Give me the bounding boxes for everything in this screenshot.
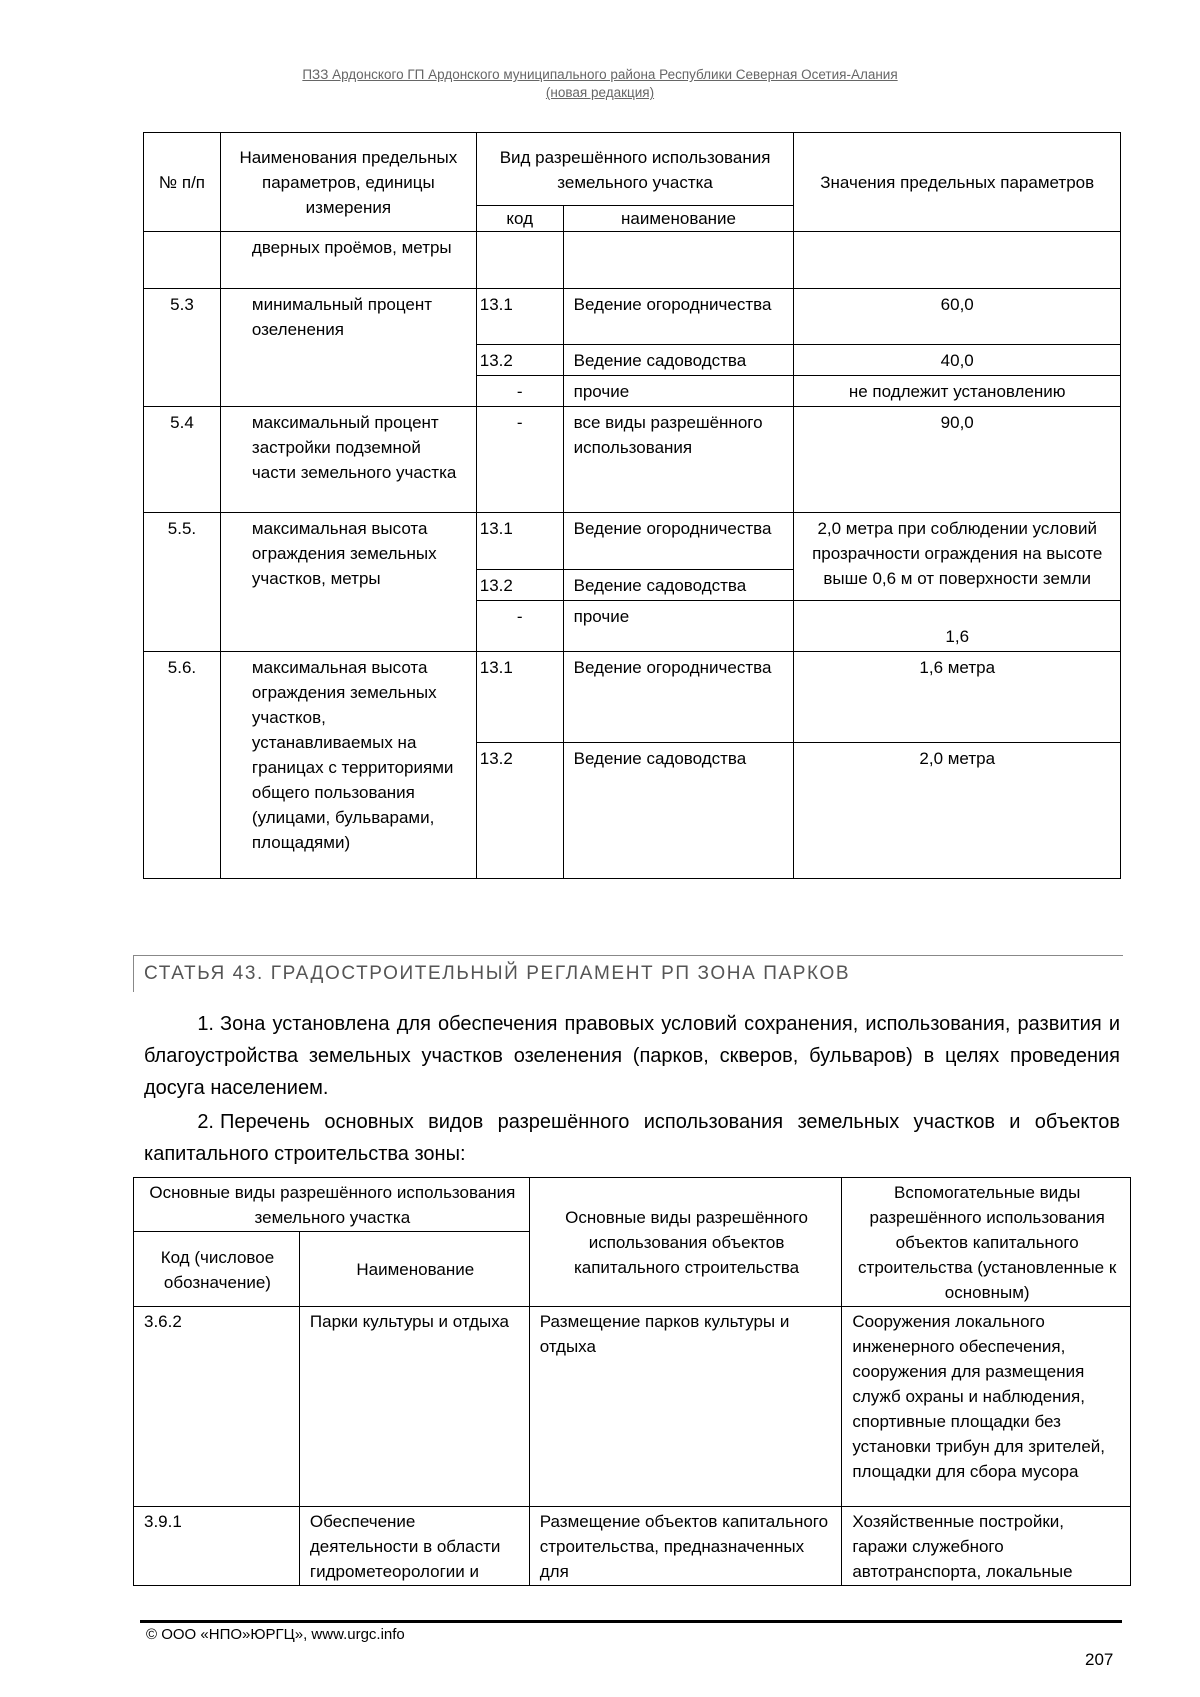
article-title: СТАТЬЯ 43. ГРАДОСТРОИТЕЛЬНЫЙ РЕГЛАМЕНТ РП ЗОНА ПАРКОВ [144,963,851,984]
row-value: 1,6 [794,601,1121,652]
limit-parameters-table [143,132,1121,879]
row-name: Обеспечение деятельности в области гидрометеорологии и [299,1507,529,1586]
header-value: Значения предельных параметров [794,133,1121,232]
table-row [144,407,1121,513]
row-kod: 13.1 [476,652,563,743]
row-kod: 13.2 [476,345,563,376]
row-param: минимальный процент озеленения [220,289,476,407]
row-num: 5.4 [144,407,221,513]
row-kod: 13.2 [476,743,563,879]
header-aux: Вспомогательные виды разрешённого использования объектов капитального строительства (установленные к основным) [842,1178,1131,1307]
paragraph-text: Перечень основных видов разрешённого использования земельных участков и объектов капитального строительства зоны: [144,1111,1120,1165]
document-header [0,66,1200,102]
paragraph-text: Зона установлена для обеспечения правовых условий сохранения, использования, развития и благоустройства земельных участков озеленения (парков, скверов, бульваров) в целях проведения досуга населением. [144,1013,1120,1099]
row-vid-name: Ведение садоводства [563,345,794,376]
row-kod: 13.2 [476,570,563,601]
header-kod: код [476,206,563,232]
table-row [134,1507,1131,1586]
row-num: 5.6. [144,652,221,879]
row-num: 5.5. [144,513,221,652]
row-param: дверных проёмов, метры [220,232,476,289]
header-main-land: Основные виды разрешённого использования земельного участка [134,1178,530,1232]
row-kod: - [476,407,563,513]
row-kod: 13.1 [476,289,563,345]
paragraph-number: 1. [197,1013,214,1035]
copyright: © ООО «НПО»ЮРГЦ», www.urgc.info [146,1626,405,1643]
main-uses-table [133,1177,1131,1586]
row-value: 40,0 [794,345,1121,376]
footer-divider [140,1620,1122,1623]
row-kod: - [476,376,563,407]
row-param: максимальная высота ограждения земельных участков, метры [220,513,476,652]
row-vid-name: прочие [563,601,794,652]
row-aux: Хозяйственные постройки, гаражи служебного автотранспорта, локальные [842,1507,1131,1586]
row-param: максимальная высота ограждения земельных участков, устанавливаемых на границах с территориями общего пользования (улицами, бульварами, площадями) [220,652,476,879]
row-name: Парки культуры и отдыха [299,1307,529,1507]
row-code: 3.9.1 [134,1507,300,1586]
row-num: 5.3 [144,289,221,407]
header-param: Наименования предельных параметров, единицы измерения [220,133,476,232]
table-row [144,652,1121,743]
row-vid-name: Ведение садоводства [563,743,794,879]
row-vid-name: прочие [563,376,794,407]
row-value: 90,0 [794,407,1121,513]
header-num: № п/п [144,133,221,232]
header-name: наименование [563,206,794,232]
row-vid-name: Ведение огородничества [563,513,794,570]
row-value: 2,0 метра при соблюдении условий прозрачности ограждения на высоте выше 0,6 м от поверхности земли [794,513,1121,601]
header-line-2: (новая редакция) [545,85,655,100]
paragraph-1 [144,1008,1120,1104]
row-vid-name: все виды разрешённого использования [563,407,794,513]
row-oks: Размещение парков культуры и отдыха [529,1307,842,1507]
row-aux: Сооружения локального инженерного обеспечения, сооружения для размещения служб охраны и наблюдения, спортивные площадки без установки трибун для зрителей, площадки для сбора мусора [842,1307,1131,1507]
row-kod: - [476,601,563,652]
row-value: 1,6 метра [794,652,1121,743]
row-value: 2,0 метра [794,743,1121,879]
header-vid: Вид разрешённого использования земельного участка [476,133,794,206]
row-vid-name: Ведение огородничества [563,289,794,345]
row-kod: 13.1 [476,513,563,570]
table-row [134,1307,1131,1507]
row-param: максимальный процент застройки подземной части земельного участка [220,407,476,513]
row-vid-name: Ведение садоводства [563,570,794,601]
header-main-oks: Основные виды разрешённого использования объектов капитального строительства [529,1178,842,1307]
table-row [144,289,1121,345]
row-vid-name: Ведение огородничества [563,652,794,743]
table-row [144,232,1121,289]
header-code: Код (числовое обозначение) [134,1232,300,1307]
table-row [144,513,1121,570]
header-line-1: ПЗЗ Ардонского ГП Ардонского муниципального района Республики Северная Осетия-Алания [302,67,898,82]
row-value: не подлежит установлению [794,376,1121,407]
header-name: Наименование [299,1232,529,1307]
paragraph-number: 2. [197,1111,214,1133]
row-value: 60,0 [794,289,1121,345]
row-code: 3.6.2 [134,1307,300,1507]
article-heading [133,955,1123,992]
row-oks: Размещение объектов капитального строительства, предназначенных для [529,1507,842,1586]
paragraph-2 [144,1106,1120,1170]
page-number: 207 [1085,1650,1114,1669]
